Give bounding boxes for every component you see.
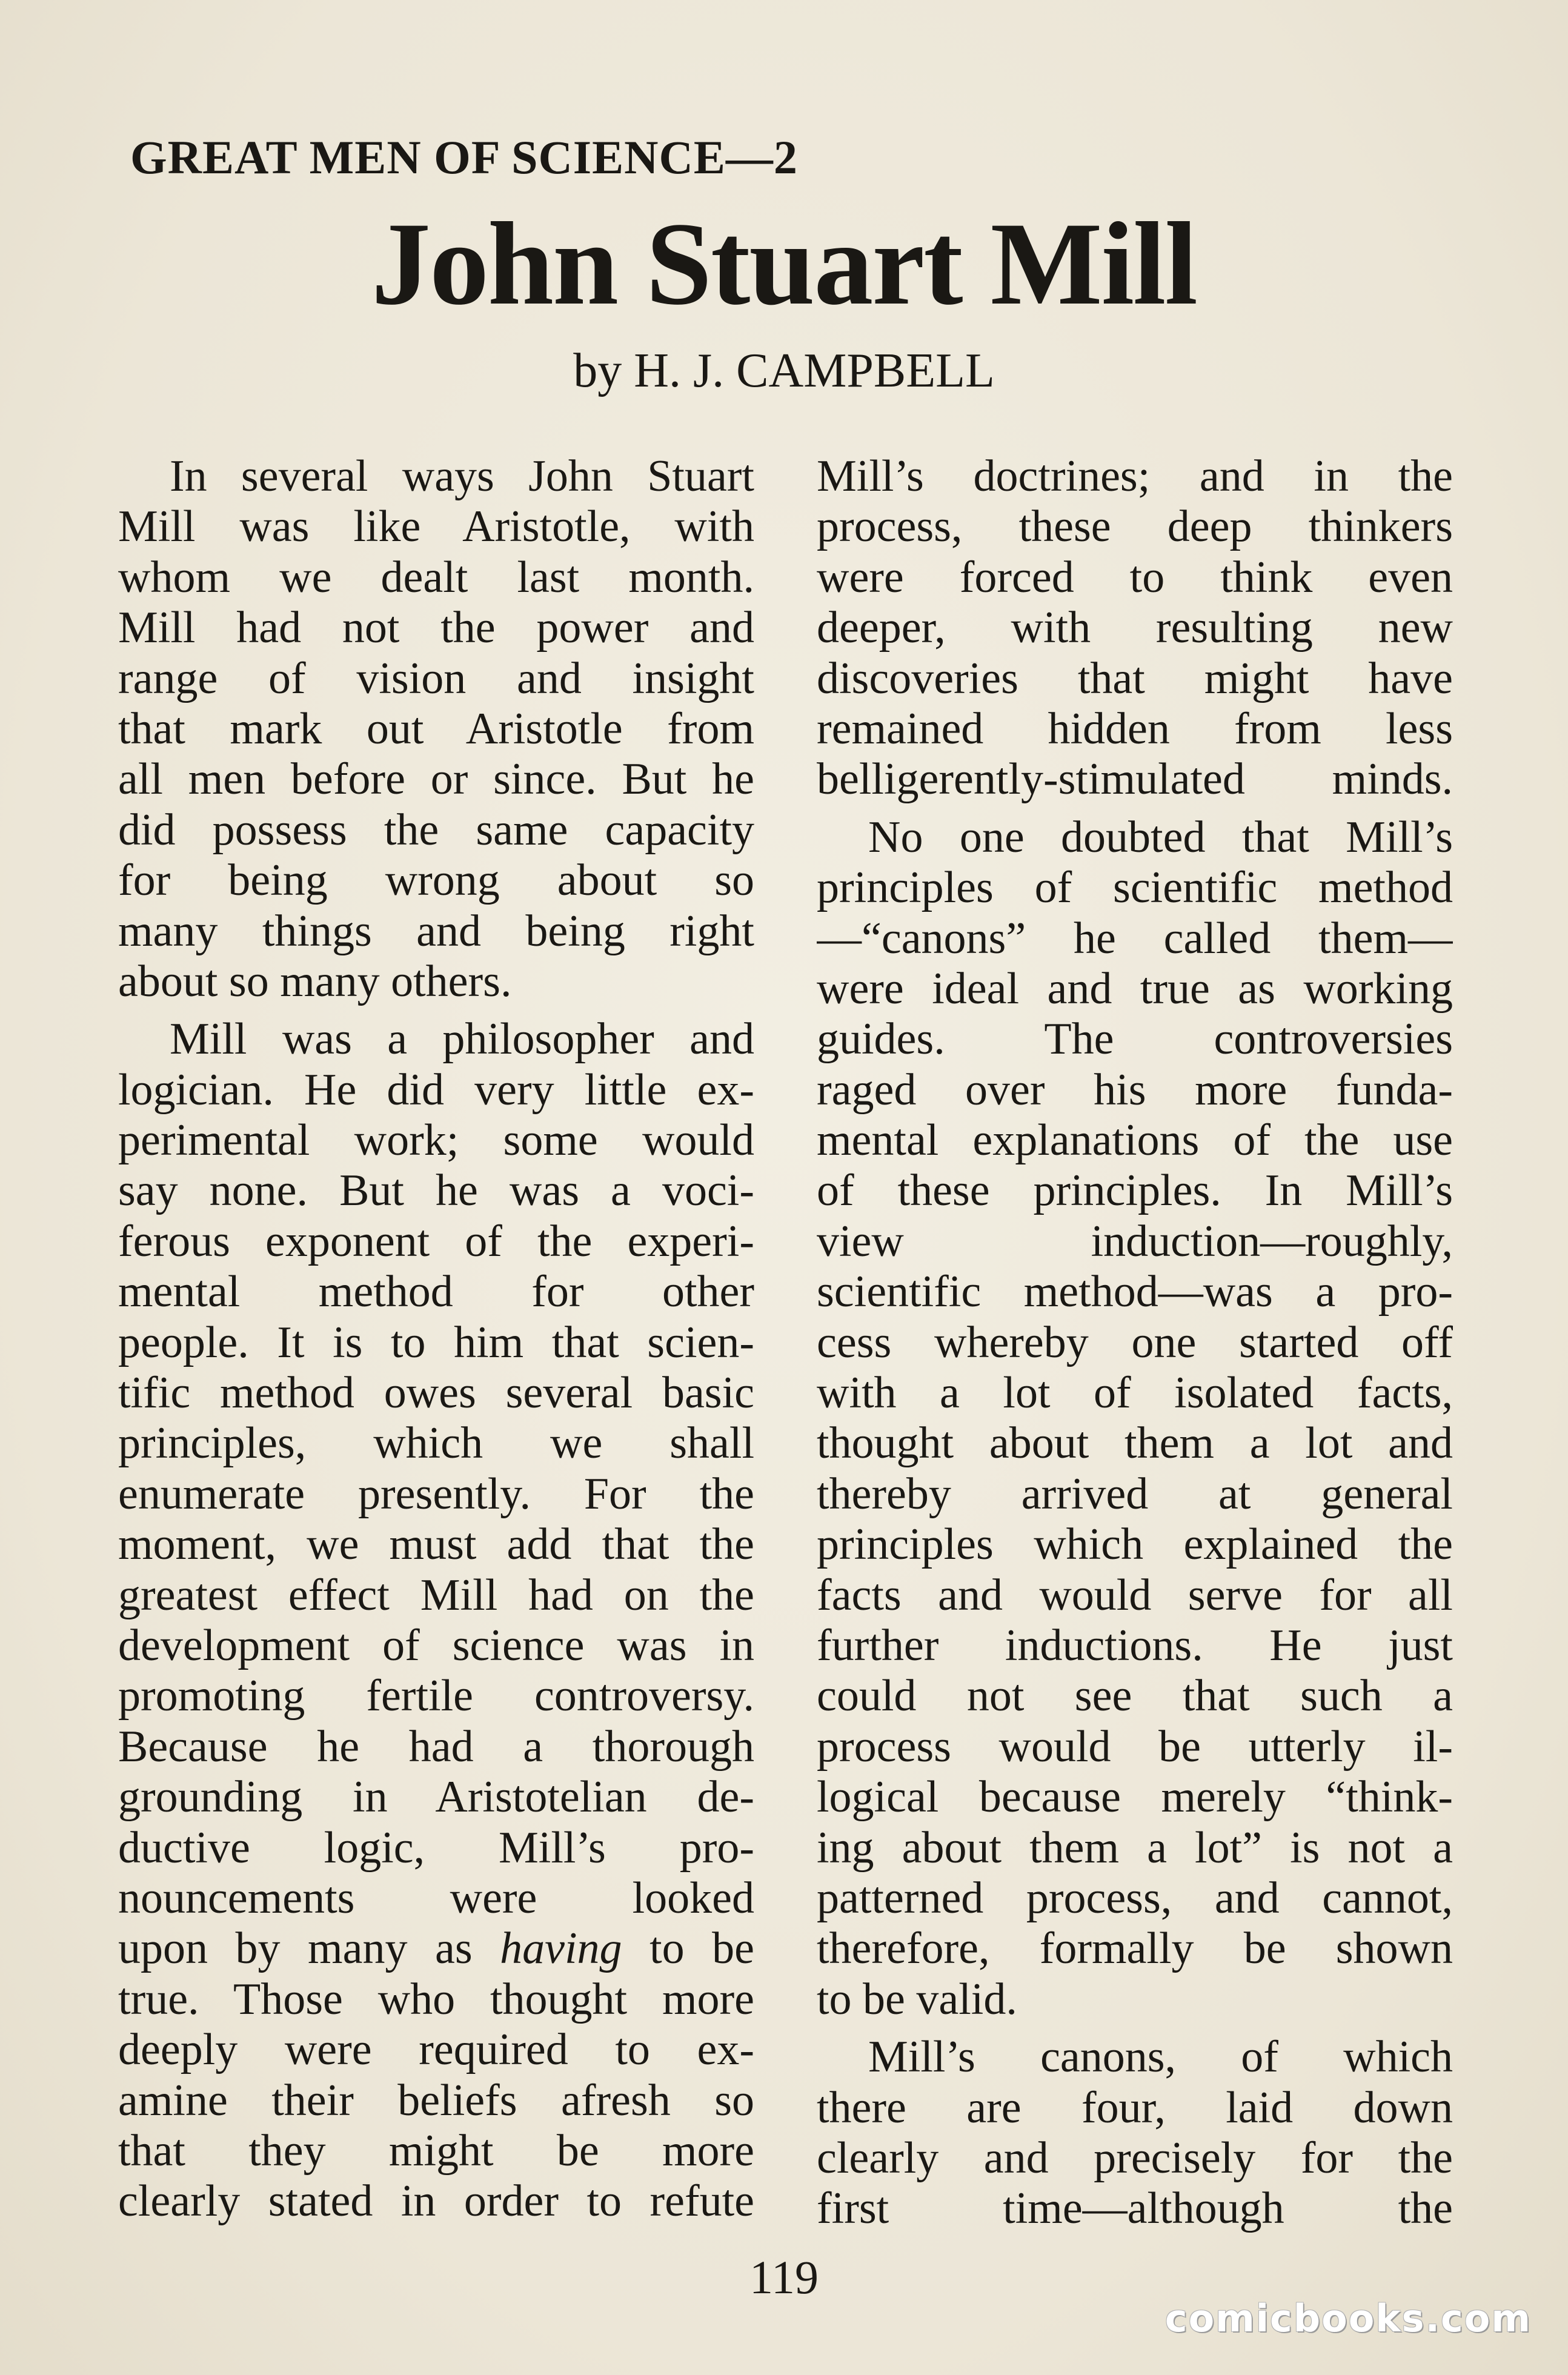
text-line: In several ways John Stuart xyxy=(170,451,754,501)
text-line: raged over his more funda- xyxy=(817,1065,1453,1115)
text-line: about so many others. xyxy=(118,956,512,1006)
paragraph-gap xyxy=(817,2025,1453,2032)
text-line: whom we dealt last month. xyxy=(118,552,754,602)
text-line: Mill’s doctrines; and in the xyxy=(817,451,1453,501)
text-line: mental explanations of the use xyxy=(817,1115,1453,1166)
text-line: discoveries that might have xyxy=(817,653,1453,703)
text-line: say none. But he was a voci- xyxy=(118,1166,754,1216)
text-line: thought about them a lot and xyxy=(817,1418,1453,1469)
text-line: view induction—roughly, xyxy=(817,1216,1453,1266)
text-line: thereby arrived at general xyxy=(817,1469,1453,1519)
text-line: clearly stated in order to refute xyxy=(118,2176,754,2227)
series-heading: GREAT MEN OF SCIENCE—2 xyxy=(130,131,798,184)
text-line: clearly and precisely for the xyxy=(817,2133,1453,2183)
page-number: 119 xyxy=(749,2251,819,2304)
text-line: further inductions. He just xyxy=(817,1620,1453,1670)
text-line: ing about them a lot” is not a xyxy=(817,1822,1453,1873)
text-line: process, these deep thinkers xyxy=(817,502,1453,552)
text-line: Because he had a thorough xyxy=(118,1721,754,1772)
text-line: Mill was like Aristotle, with xyxy=(118,502,754,552)
text-line: all men before or since. But he xyxy=(118,754,754,805)
text-line: deeper, with resulting new xyxy=(817,603,1453,653)
watermark-logo: comicbooks.com xyxy=(1164,2296,1532,2340)
text-line: scientific method—was a pro- xyxy=(817,1267,1453,1317)
text-line: Mill had not the power and xyxy=(118,603,754,653)
text-line: greatest effect Mill had on the xyxy=(118,1570,754,1620)
text-line: to be valid. xyxy=(817,1974,1017,2024)
text-line: principles of scientific method xyxy=(817,863,1453,913)
text-line: guides. The controversies xyxy=(817,1014,1453,1065)
right-column xyxy=(817,451,1453,2234)
text-line: Mill was a philosopher and xyxy=(170,1014,754,1065)
text-line: ductive logic, Mill’s pro- xyxy=(118,1822,754,1873)
text-line: moment, we must add that the xyxy=(118,1520,754,1570)
text-line: process would be utterly il- xyxy=(817,1721,1453,1772)
text-line: principles, which we shall xyxy=(118,1418,754,1469)
text-line: tific method owes several basic xyxy=(118,1368,754,1418)
text-line: first time—although the xyxy=(817,2184,1453,2234)
text-line: true. Those who thought more xyxy=(118,1974,754,2024)
text-line: logical because merely “think- xyxy=(817,1772,1453,1822)
emphasis-word: having xyxy=(500,1924,622,1974)
text-line: therefore, formally be shown xyxy=(817,1924,1453,1974)
text-line: nouncements were looked xyxy=(118,1873,754,1923)
text-line: upon by many as having to be xyxy=(118,1924,754,1974)
byline: by H. J. CAMPBELL xyxy=(573,344,995,397)
text-line: Mill’s canons, of which xyxy=(868,2032,1453,2082)
text-line: facts and would serve for all xyxy=(817,1570,1453,1620)
text-line: development of science was in xyxy=(118,1620,754,1670)
text-line: were ideal and true as working xyxy=(817,963,1453,1014)
text-line: that they might be more xyxy=(118,2125,754,2176)
text-line: with a lot of isolated facts, xyxy=(817,1368,1453,1418)
paragraph-gap xyxy=(118,1007,754,1014)
text-line: range of vision and insight xyxy=(118,653,754,703)
text-line: belligerently-stimulated minds. xyxy=(817,754,1453,805)
text-line: many things and being right xyxy=(118,906,754,956)
text-line: ferous exponent of the experi- xyxy=(118,1216,754,1266)
text-line: could not see that such a xyxy=(817,1671,1453,1721)
text-line: enumerate presently. For the xyxy=(118,1469,754,1519)
text-line: principles which explained the xyxy=(817,1520,1453,1570)
text-line: of these principles. In Mill’s xyxy=(817,1166,1453,1216)
text-line: there are four, laid down xyxy=(817,2082,1453,2133)
text-line: remained hidden from less xyxy=(817,703,1453,754)
text-line: for being wrong about so xyxy=(118,855,754,906)
paragraph-gap xyxy=(817,805,1453,812)
text-line: perimental work; some would xyxy=(118,1115,754,1166)
article-title: John Stuart Mill xyxy=(371,198,1197,330)
text-line: patterned process, and cannot, xyxy=(817,1873,1453,1923)
text-line: grounding in Aristotelian de- xyxy=(118,1772,754,1822)
text-line: —“canons” he called them— xyxy=(817,913,1453,963)
left-column xyxy=(118,451,754,2227)
text-line: logician. He did very little ex- xyxy=(118,1065,754,1115)
text-line: that mark out Aristotle from xyxy=(118,703,754,754)
text-line: No one doubted that Mill’s xyxy=(868,812,1453,862)
text-line: did possess the same capacity xyxy=(118,805,754,855)
text-line: promoting fertile controversy. xyxy=(118,1671,754,1721)
text-line: amine their beliefs afresh so xyxy=(118,2075,754,2125)
text-line: cess whereby one started off xyxy=(817,1317,1453,1367)
text-line: people. It is to him that scien- xyxy=(118,1317,754,1367)
text-line: deeply were required to ex- xyxy=(118,2025,754,2075)
text-line: were forced to think even xyxy=(817,552,1453,602)
text-line: mental method for other xyxy=(118,1267,754,1317)
